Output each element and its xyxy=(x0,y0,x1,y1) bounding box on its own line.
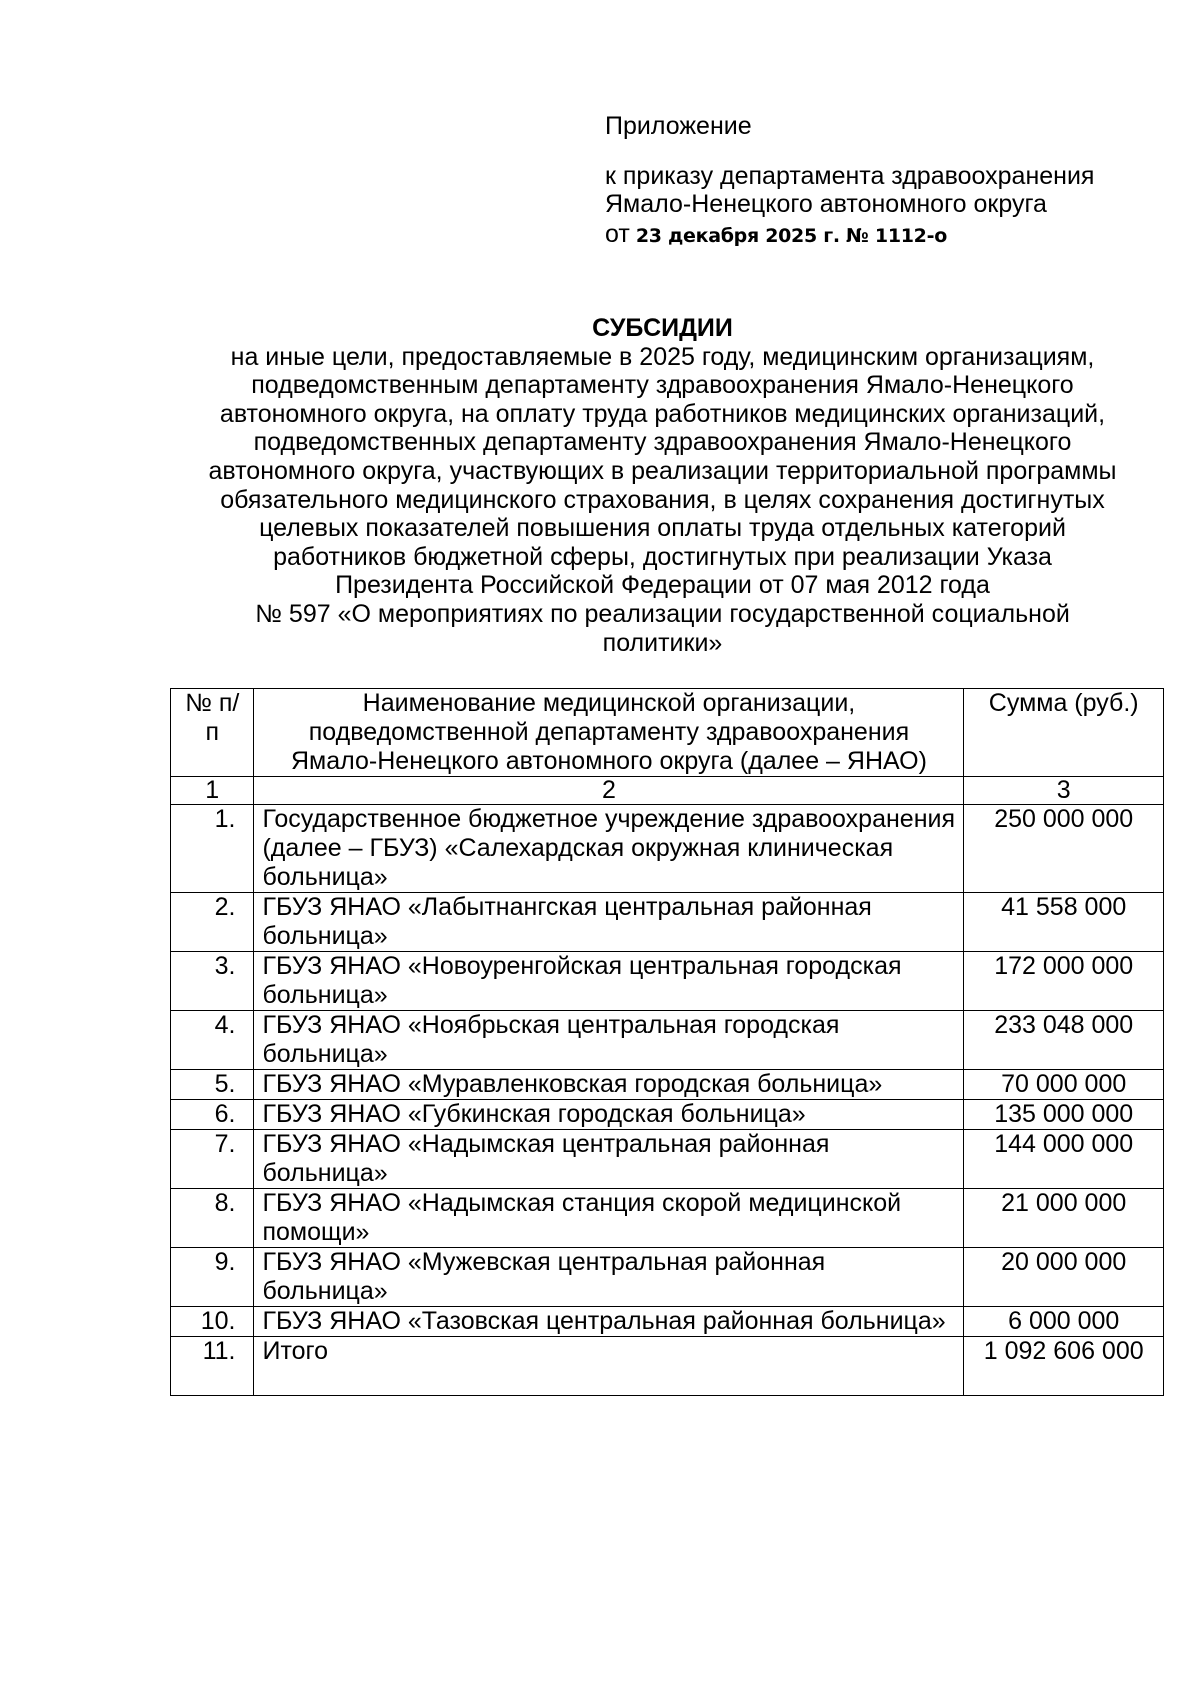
row-num: 9. xyxy=(171,1248,254,1307)
row-sum: 6 000 000 xyxy=(964,1307,1164,1337)
row-num: 6. xyxy=(171,1100,254,1130)
row-organization-name: ГБУЗ ЯНАО «Муравленковская городская больница» xyxy=(254,1070,964,1100)
order-date-prefix: от xyxy=(605,220,630,248)
table-row xyxy=(171,805,1164,893)
row-sum: 20 000 000 xyxy=(964,1248,1164,1307)
row-num: 7. xyxy=(171,1130,254,1189)
row-sum: 21 000 000 xyxy=(964,1189,1164,1248)
document-title-block xyxy=(150,314,1175,657)
table-row xyxy=(171,1100,1164,1130)
row-sum: 70 000 000 xyxy=(964,1070,1164,1100)
index-cell: 2 xyxy=(254,777,964,805)
row-num: 10. xyxy=(171,1307,254,1337)
subtitle-line: подведомственных департаменту здравоохранения Ямало-Ненецкого xyxy=(253,428,1072,457)
row-total-label: Итого xyxy=(254,1337,964,1396)
row-num: 4. xyxy=(171,1011,254,1070)
table-row xyxy=(171,1130,1164,1189)
row-organization-name: ГБУЗ ЯНАО «Лабытнангская центральная районная больница» xyxy=(254,893,964,952)
row-sum: 135 000 000 xyxy=(964,1100,1164,1130)
appendix-caption: Приложение xyxy=(605,112,752,140)
row-organization-name: ГБУЗ ЯНАО «Тазовская центральная районная больница» xyxy=(254,1307,964,1337)
row-sum: 172 000 000 xyxy=(964,952,1164,1011)
header-sum: Сумма (руб.) xyxy=(964,689,1164,777)
order-reference-line-1: к приказу департамента здравоохранения xyxy=(605,162,1095,190)
header-organization-name: Наименование медицинской организации, подведомственной департаменту здравоохранения Ямало-Ненецкого автономного округа (далее – ЯНАО) xyxy=(254,689,964,777)
table-row xyxy=(171,1307,1164,1337)
table-row xyxy=(171,1189,1164,1248)
subtitle-line: № 597 «О мероприятиях по реализации государственной социальной xyxy=(255,599,1070,628)
subtitle-line: на иные цели, предоставляемые в 2025 году, медицинским организациям, xyxy=(230,342,1095,371)
row-num: 1. xyxy=(171,805,254,893)
table-index-row xyxy=(171,777,1164,805)
row-num: 11. xyxy=(171,1337,254,1396)
subtitle-line: целевых показателей повышения оплаты труда отдельных категорий xyxy=(259,514,1066,543)
row-organization-name: Государственное бюджетное учреждение здравоохранения (далее – ГБУЗ) «Салехардская окружная клиническая больница» xyxy=(254,805,964,893)
document-title: СУБСИДИИ xyxy=(592,314,733,342)
table-row xyxy=(171,1248,1164,1307)
row-organization-name: ГБУЗ ЯНАО «Ноябрьская центральная городская больница» xyxy=(254,1011,964,1070)
table-header-row xyxy=(171,689,1164,777)
row-sum: 144 000 000 xyxy=(964,1130,1164,1189)
row-num: 5. xyxy=(171,1070,254,1100)
row-total-sum: 1 092 606 000 xyxy=(964,1337,1164,1396)
subsidies-table xyxy=(170,688,1164,1396)
subtitle-line: подведомственным департаменту здравоохранения Ямало-Ненецкого xyxy=(251,371,1074,400)
subtitle-line: обязательного медицинского страхования, в целях сохранения достигнутых xyxy=(220,485,1105,514)
order-reference-line-2: Ямало-Ненецкого автономного округа xyxy=(605,190,1047,218)
row-sum: 250 000 000 xyxy=(964,805,1164,893)
subtitle-line: Президента Российской Федерации от 07 мая 2012 года xyxy=(335,571,990,600)
appendix-header xyxy=(605,112,1165,250)
table-row xyxy=(171,1070,1164,1100)
order-date-stamp: 23 декабря 2025 г. № 1112-о xyxy=(635,225,947,247)
row-organization-name: ГБУЗ ЯНАО «Губкинская городская больница» xyxy=(254,1100,964,1130)
row-sum: 41 558 000 xyxy=(964,893,1164,952)
index-cell: 1 xyxy=(171,777,254,805)
header-num: № п/п xyxy=(171,689,254,777)
subtitle-line: автономного округа, участвующих в реализации территориальной программы xyxy=(208,456,1117,485)
table-total-row xyxy=(171,1337,1164,1396)
subtitle-line: работников бюджетной сферы, достигнутых при реализации Указа xyxy=(273,542,1052,571)
row-num: 8. xyxy=(171,1189,254,1248)
table-row xyxy=(171,1011,1164,1070)
document-subtitle xyxy=(150,343,1175,658)
order-date-line xyxy=(605,220,1165,250)
row-organization-name: ГБУЗ ЯНАО «Мужевская центральная районная больница» xyxy=(254,1248,964,1307)
row-organization-name: ГБУЗ ЯНАО «Новоуренгойская центральная городская больница» xyxy=(254,952,964,1011)
row-organization-name: ГБУЗ ЯНАО «Надымская станция скорой медицинской помощи» xyxy=(254,1189,964,1248)
subtitle-line: политики» xyxy=(602,628,723,657)
table-row xyxy=(171,952,1164,1011)
row-num: 3. xyxy=(171,952,254,1011)
index-cell: 3 xyxy=(964,777,1164,805)
row-sum: 233 048 000 xyxy=(964,1011,1164,1070)
row-organization-name: ГБУЗ ЯНАО «Надымская центральная районная больница» xyxy=(254,1130,964,1189)
row-num: 2. xyxy=(171,893,254,952)
table-row xyxy=(171,893,1164,952)
subtitle-line: автономного округа, на оплату труда работников медицинских организаций, xyxy=(219,399,1106,428)
